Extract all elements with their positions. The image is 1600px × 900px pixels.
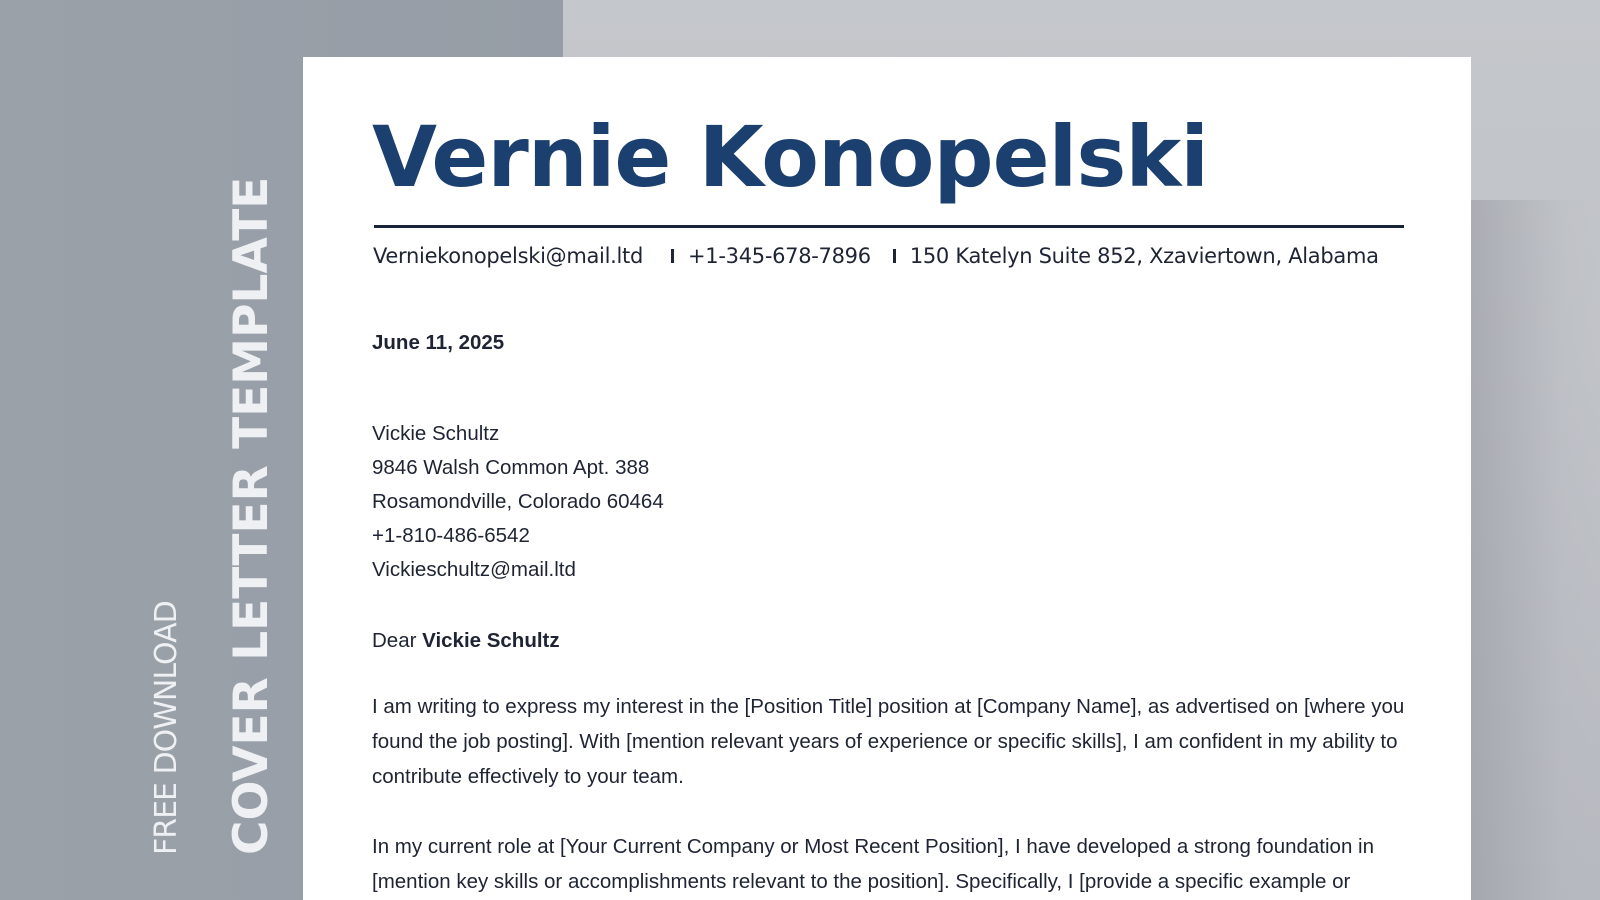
- sender-address: 150 Katelyn Suite 852, Xzaviertown, Alabama: [909, 244, 1379, 268]
- salutation: [372, 629, 560, 653]
- recipient-name: Vickie Schultz: [372, 422, 500, 445]
- sender-phone: +1-345-678-7896: [688, 244, 871, 268]
- recipient-block: [372, 417, 664, 587]
- letter-date: June 11, 2025: [372, 331, 505, 354]
- paper-shadow: [1471, 200, 1600, 900]
- letter-page: [303, 57, 1471, 900]
- salutation-prefix: Dear: [372, 629, 423, 652]
- header-divider: [374, 225, 1404, 228]
- sender-email: Verniekonopelski@mail.ltd: [373, 244, 643, 268]
- body-paragraph-1: I am writing to express my interest in the [Position Title] position at [Company Name], as advertised on [where you found the job posting]. With [mention relevant years of experience or specific skills], I am confident in my ability to contribute effectively to your team.: [372, 695, 1405, 788]
- side-subtitle: FREE DOWNLOAD: [149, 601, 184, 855]
- recipient-email: Vickieschultz@mail.ltd: [372, 558, 576, 581]
- separator-bar: [671, 249, 674, 263]
- separator-bar: [893, 249, 896, 263]
- sender-contact-line: [373, 244, 1379, 268]
- recipient-street: 9846 Walsh Common Apt. 388: [372, 456, 650, 479]
- sender-name: Vernie Konopelski: [372, 108, 1209, 206]
- recipient-phone: +1-810-486-6542: [372, 524, 530, 547]
- recipient-city-state-zip: Rosamondville, Colorado 60464: [372, 490, 664, 513]
- body-paragraph-2: In my current role at [Your Current Company or Most Recent Position], I have developed a strong foundation in [mention key skills or accomplishments relevant to the position]. Specifically, I [provide a specific example or: [372, 835, 1375, 893]
- side-title: COVER LETTER TEMPLATE: [224, 176, 279, 855]
- salutation-name: Vickie Schultz: [422, 629, 560, 652]
